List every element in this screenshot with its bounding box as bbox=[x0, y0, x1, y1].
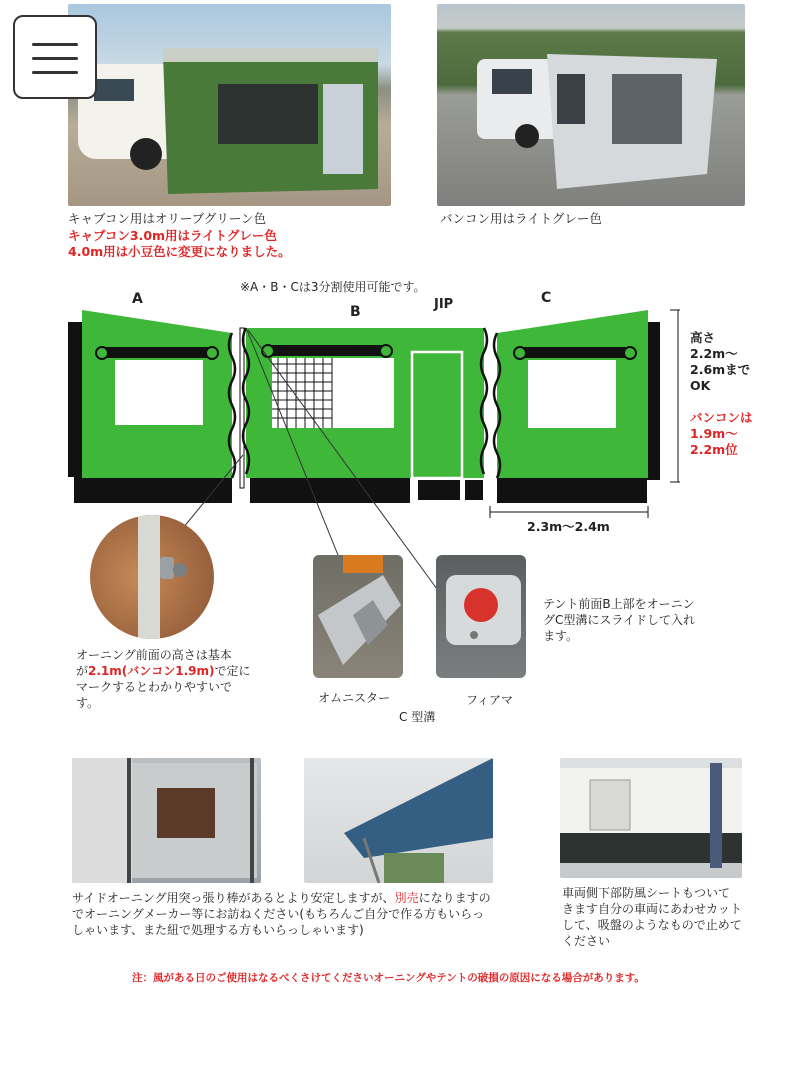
cab-camper-color-change-note: キャブコン3.0m用はライトグレー色 4.0m用は小豆色に変更になりました。 bbox=[68, 228, 291, 259]
sold-separately-label: 別売 bbox=[394, 891, 419, 905]
side-awning-pole-photo bbox=[72, 758, 261, 883]
omnistor-rail-illustration bbox=[313, 555, 403, 678]
wind-sheet-note: 車両側下部防風シートもついて きます自分の車両にあわせカット して、吸盤のようなもので止めて ください bbox=[562, 886, 742, 948]
fiamma-rail-illustration bbox=[436, 555, 526, 678]
van-height-range-label: バンコンは 1.9m〜 2.2m位 bbox=[690, 410, 753, 457]
panel-c-label: C bbox=[541, 290, 552, 306]
omnistor-label: オムニスター bbox=[318, 691, 391, 705]
awning-height-value: 2.1m(バンコン1.9m) bbox=[88, 664, 215, 678]
awning-note-prefix: が bbox=[76, 664, 89, 678]
awning-note-suffix: で定に bbox=[214, 664, 251, 678]
wind-sheet-illustration bbox=[560, 758, 742, 878]
slide-instruction-note: テント前面B上部をオーニン グC型溝にスライドして入れ ます。 bbox=[543, 597, 696, 643]
awning-leg-illustration bbox=[90, 515, 214, 639]
c-groove-label: C 型溝 bbox=[399, 710, 436, 724]
panel-b-label: B bbox=[350, 304, 361, 320]
awning-underside-photo bbox=[304, 758, 493, 883]
awning-height-note-line3: マークするとわかりやすいで す。 bbox=[76, 680, 233, 710]
height-range-label: 高さ 2.2m〜 2.6mまで OK bbox=[690, 330, 751, 393]
support-pole-note-end: になりますの でオーニングメーカー等にお訪ねください(もちろんご自分で作る方もいらっ しゃいます、また紐で処理する方もいらっしゃいます) bbox=[72, 891, 491, 937]
omnistor-c-rail-photo bbox=[313, 555, 403, 678]
wind-warning-note: 注：風がある日のご使用はなるべくさけてくださいオーニングやテントの破損の原因になる場合があります。 bbox=[132, 972, 645, 984]
division-note: ※A・B・Cは3分割使用可能です。 bbox=[240, 280, 426, 294]
panel-a-label: A bbox=[132, 291, 143, 307]
fiamma-label: フィアマ bbox=[466, 693, 514, 707]
awning-underside-illustration bbox=[304, 758, 493, 883]
vehicle-wind-sheet-photo bbox=[560, 758, 742, 878]
side-awning-illustration bbox=[72, 758, 261, 883]
panel-width-label: 2.3m〜2.4m bbox=[527, 519, 610, 534]
van-camper-caption: バンコン用はライトグレー色 bbox=[440, 211, 602, 226]
support-pole-note bbox=[72, 890, 491, 938]
awning-leg-marker-photo bbox=[90, 515, 214, 639]
fiamma-c-rail-photo bbox=[436, 555, 526, 678]
awning-height-note-line2 bbox=[76, 663, 251, 679]
cab-camper-caption: キャブコン用はオリーブグリーン色 bbox=[68, 211, 267, 226]
support-pole-note-start: サイドオーニング用突っ張り棒があるとより安定しますが、 bbox=[72, 891, 395, 905]
jip-label: JIP bbox=[434, 297, 454, 312]
awning-height-note-line1: オーニング前面の高さは基本 bbox=[76, 648, 232, 662]
